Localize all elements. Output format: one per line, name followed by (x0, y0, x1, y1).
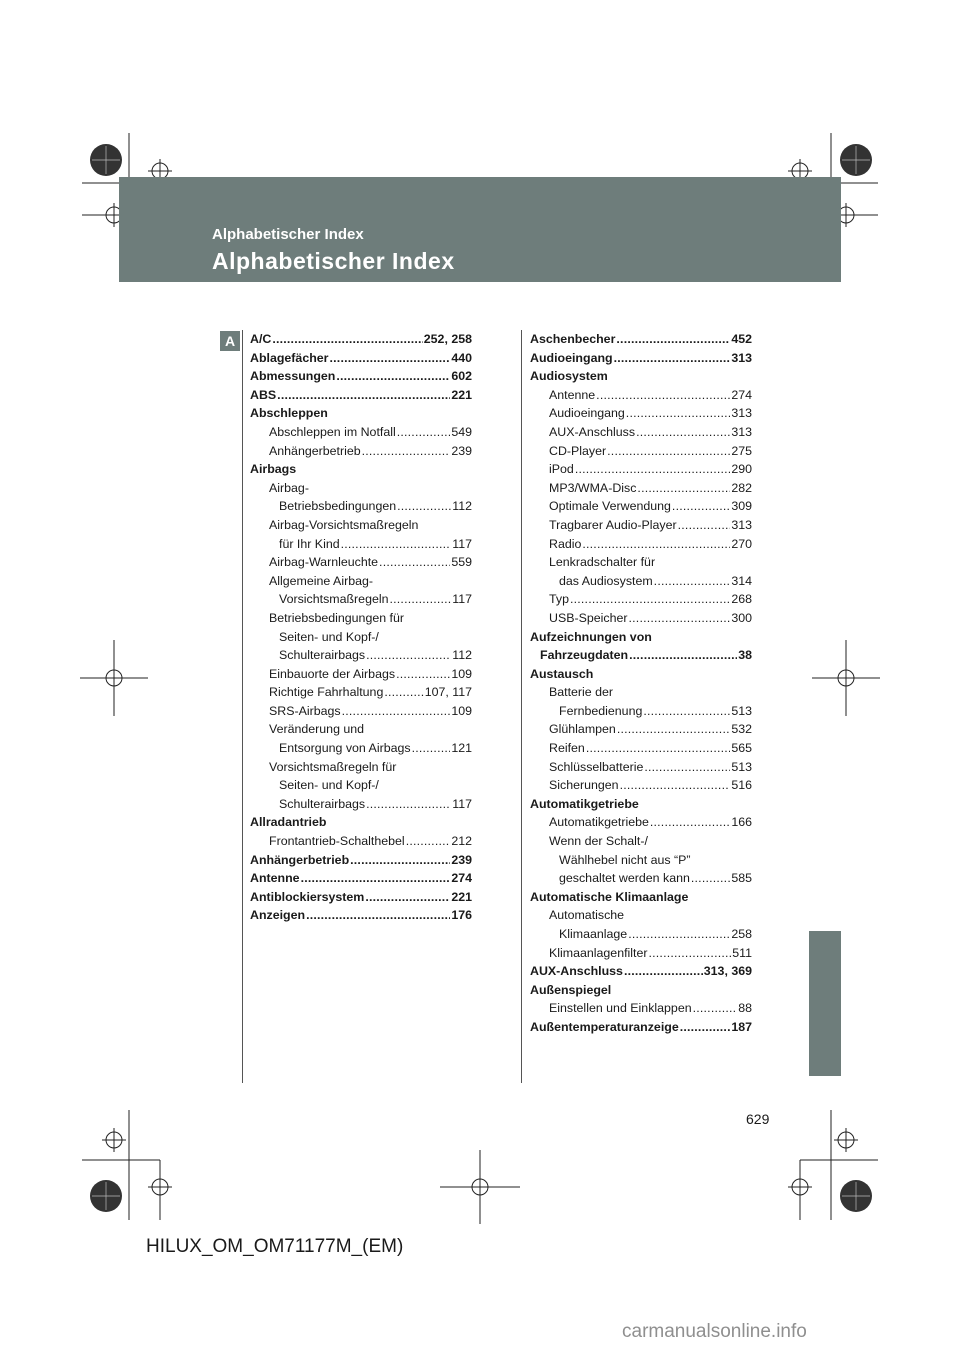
index-entry-page: 88 (738, 1001, 752, 1016)
index-entry-text: Betriebsbedingungen (279, 499, 397, 514)
index-entry-text: Außenspiegel (530, 982, 612, 997)
index-entry-text: Airbags (250, 462, 297, 477)
index-entry-text: Klimaanlagenfilter (549, 945, 648, 960)
index-entry (530, 776, 752, 795)
index-entry-page: 274 (731, 387, 752, 402)
index-entry-page: 513 (731, 703, 752, 718)
index-entry-page: 187 (731, 1019, 752, 1034)
dot-leader (397, 497, 451, 516)
index-entry-text: Abmessungen (250, 369, 336, 384)
index-entry-page: 274 (451, 871, 472, 886)
index-entry-page: 282 (731, 480, 752, 495)
index-entry-page: 109 (451, 666, 472, 681)
index-entry (250, 516, 472, 535)
index-entry-text: Allgemeine Airbag- (269, 573, 374, 588)
index-entry-text: Anzeigen (250, 908, 306, 923)
index-entry (530, 460, 752, 479)
index-entry-text: Reifen (549, 741, 585, 756)
index-entry-page: 516 (731, 778, 752, 793)
dot-leader (643, 702, 730, 721)
index-entry-text: SRS-Airbags (269, 703, 341, 718)
index-entry-page: 239 (451, 852, 472, 867)
dot-leader (330, 349, 451, 368)
index-entry (250, 739, 472, 758)
index-entry (250, 572, 472, 591)
index-entry-page: 549 (451, 424, 472, 439)
dot-leader (582, 535, 730, 554)
dot-leader (306, 906, 450, 925)
index-entry (250, 628, 472, 647)
index-entry-text: Allradantrieb (250, 815, 327, 830)
index-column-right (530, 330, 752, 1037)
index-entry-text: Ablagefächer (250, 350, 329, 365)
index-entry-text: Vorsichtsmaßregeln (279, 592, 389, 607)
index-entry (530, 423, 752, 442)
index-entry-text: Automatische (549, 908, 625, 923)
index-entry-page: 38 (738, 648, 752, 663)
dot-leader (629, 609, 731, 628)
dot-leader (637, 479, 730, 498)
dot-leader (586, 739, 730, 758)
index-entry-text: Radio (549, 536, 582, 551)
index-entry (250, 888, 472, 907)
index-entry-text: Airbag-Vorsichtsmaßregeln (269, 517, 419, 532)
index-entry (250, 590, 472, 609)
page-title: Alphabetischer Index (212, 248, 455, 274)
registration-crosshair-icon (80, 159, 880, 1224)
index-entry-text: Wählhebel nicht aus “P” (559, 852, 691, 867)
index-entry-text: für Ihr Kind (279, 536, 340, 551)
index-entry-text: Automatische Klimaanlage (530, 889, 689, 904)
index-entry-page: 239 (451, 443, 472, 458)
index-entry-text: AUX-Anschluss (530, 964, 623, 979)
index-entry-page: 275 (731, 443, 752, 458)
dot-leader (650, 813, 730, 832)
index-entry-page: 117 (452, 536, 472, 551)
index-entry-page: 112 (452, 648, 472, 663)
index-entry-text: Abschleppen im Notfall (269, 424, 396, 439)
index-entry-text: Anhängerbetrieb (250, 852, 350, 867)
dot-leader (406, 832, 451, 851)
index-entry (250, 776, 472, 795)
index-entry (250, 683, 472, 702)
index-entry-text: Betriebsbedingungen für (269, 610, 405, 625)
dot-leader (350, 851, 450, 870)
index-entry-page: 513 (731, 759, 752, 774)
index-entry (530, 683, 752, 702)
registration-target-icon (90, 144, 872, 1212)
index-entry (530, 1018, 752, 1037)
index-entry-page: 212 (451, 834, 472, 849)
index-entry-page: 313 (731, 350, 752, 365)
column-divider-middle (521, 330, 522, 1083)
index-entry-text: Schulterairbags (279, 796, 366, 811)
index-entry (250, 386, 472, 405)
dot-leader (693, 999, 738, 1018)
index-entry-text: Klimaanlage (559, 927, 628, 941)
index-entry (530, 497, 752, 516)
column-divider-left (242, 330, 243, 1083)
index-entry-page: 107, 117 (424, 685, 472, 700)
index-entry (530, 572, 752, 591)
index-entry (530, 330, 752, 349)
index-entry (530, 535, 752, 554)
index-entry-text: Glühlampen (549, 722, 616, 737)
index-entry-page: 313 (731, 424, 752, 439)
index-entry-text: MP3/WMA-Disc (549, 480, 637, 495)
index-entry-page: 117 (452, 796, 472, 811)
index-entry (250, 367, 472, 386)
index-entry (250, 460, 472, 479)
index-entry-text: Seiten- und Kopf-/ (279, 778, 379, 793)
dot-leader (644, 758, 730, 777)
index-entry (250, 906, 472, 925)
book-stamp: HILUX_OM_OM71177M_(EM).book Page 629 Wednesday, May 16, 2012 1:28 PM (184, 167, 553, 177)
index-entry (250, 330, 472, 349)
index-entry-text: Aufzeichnungen von (530, 629, 652, 644)
index-entry-text: A/C (250, 332, 272, 346)
index-entry (530, 479, 752, 498)
index-entry (530, 962, 752, 981)
index-entry (530, 832, 752, 851)
dot-leader (680, 1018, 731, 1037)
index-entry (250, 702, 472, 721)
index-entry (250, 832, 472, 851)
index-entry-page: 313, 369 (703, 964, 752, 979)
index-entry-text: Automatikgetriebe (530, 796, 639, 811)
index-entry-page: 221 (451, 889, 472, 904)
index-entry-page: 221 (451, 387, 472, 402)
index-entry-page: 602 (451, 369, 472, 384)
dot-leader (678, 516, 731, 535)
dot-leader (390, 590, 452, 609)
index-entry-text: Fernbedienung (559, 703, 643, 718)
dot-leader (649, 944, 732, 963)
index-entry (530, 404, 752, 423)
index-entry (250, 720, 472, 739)
index-entry-text: Audioeingang (530, 350, 613, 365)
index-entry (530, 628, 752, 647)
index-entry-text: Einstellen und Einklappen (549, 1001, 692, 1016)
index-entry-text: AUX-Anschluss (549, 424, 636, 439)
index-entry-page: 252, 258 (423, 332, 472, 346)
index-entry-text: Vorsichtsmaßregeln für (269, 759, 397, 774)
index-entry-page: 268 (731, 592, 752, 607)
dot-leader (628, 925, 730, 944)
index-entry (530, 739, 752, 758)
index-entry (530, 646, 752, 665)
index-entry-text: Audiosystem (530, 369, 608, 384)
index-entry-text: Antenne (549, 387, 596, 402)
dot-leader (366, 795, 451, 814)
index-entry (530, 851, 752, 870)
index-entry-text: geschaltet werden kann (559, 871, 690, 886)
index-entry-text: Austausch (530, 666, 594, 681)
index-entry-text: Typ (549, 592, 569, 607)
index-entry (250, 646, 472, 665)
index-entry-page: 565 (731, 741, 752, 756)
index-entry-page: 585 (731, 871, 752, 886)
index-entry-text: Schlüsselbatterie (549, 759, 644, 774)
index-entry (530, 981, 752, 1000)
dot-leader (365, 888, 450, 907)
dot-leader (396, 665, 450, 684)
dot-leader (277, 386, 450, 405)
index-entry-page: 270 (731, 536, 752, 551)
index-entry (530, 609, 752, 628)
index-entry (530, 906, 752, 925)
index-entry (530, 516, 752, 535)
index-entry-text: Abschleppen (250, 406, 328, 421)
index-entry-text: Sicherungen (549, 778, 619, 793)
index-entry-text: Airbag-Warnleuchte (269, 555, 379, 570)
index-entry-text: ABS (250, 387, 277, 402)
index-entry-text: Schulterairbags (279, 648, 366, 663)
index-entry (250, 423, 472, 442)
index-entry (250, 553, 472, 572)
index-entry-text: Veränderung und (269, 722, 365, 737)
dot-leader (384, 683, 423, 702)
dot-leader (397, 423, 451, 442)
index-entry-text: Audioeingang (549, 406, 625, 421)
index-entry (530, 386, 752, 405)
dot-leader (691, 869, 730, 888)
index-entry (250, 758, 472, 777)
index-entry (530, 888, 752, 907)
index-entry-text: Optimale Verwendung (549, 499, 671, 514)
index-entry-page: 313 (731, 406, 752, 421)
dot-leader (301, 869, 451, 888)
index-entry (530, 869, 752, 888)
index-entry-text: Einbauorte der Airbags (269, 666, 396, 681)
dot-leader (620, 776, 731, 795)
index-entry (250, 869, 472, 888)
index-entry-text: Antiblockiersystem (250, 889, 365, 904)
index-entry-text: Seiten- und Kopf-/ (279, 629, 379, 644)
index-entry (530, 367, 752, 386)
index-entry-page: 309 (731, 499, 752, 514)
index-entry (530, 720, 752, 739)
index-entry (530, 813, 752, 832)
index-entry (530, 999, 752, 1018)
index-column-left (250, 330, 472, 925)
index-entry-text: Wenn der Schalt-/ (549, 834, 648, 849)
index-entry-text: Fahrzeugdaten (540, 648, 629, 663)
index-entry-text: Außentemperaturanzeige (530, 1019, 679, 1034)
dot-leader (575, 460, 731, 479)
index-entry (250, 479, 472, 498)
index-entry-text: Richtige Fahrhaltung (269, 685, 384, 700)
index-entry-text: CD-Player (549, 443, 607, 458)
index-entry-page: 258 (731, 927, 752, 941)
index-entry (250, 349, 472, 368)
index-entry (530, 944, 752, 963)
dot-leader (341, 535, 452, 554)
index-entry-text: Aschenbecher (530, 332, 616, 346)
dot-leader (636, 423, 730, 442)
index-entry (530, 758, 752, 777)
index-entry (530, 442, 752, 461)
index-entry-text: Tragbarer Audio-Player (549, 517, 677, 532)
index-entry (530, 702, 752, 721)
index-entry-page: 440 (451, 350, 472, 365)
section-letter: A (220, 331, 240, 351)
index-entry-page: 511 (732, 945, 752, 960)
side-thumb-tab (809, 931, 841, 1076)
index-entry (250, 795, 472, 814)
index-entry (250, 665, 472, 684)
index-entry-text: Automatikgetriebe (549, 815, 649, 830)
watermark: carmanualsonline.info (622, 1321, 807, 1342)
dot-leader (614, 349, 731, 368)
dot-leader (616, 330, 730, 349)
index-entry (250, 813, 472, 832)
index-entry-text: Frontantrieb-Schalthebel (269, 834, 405, 849)
index-entry-page: 559 (451, 555, 472, 570)
dot-leader (626, 404, 731, 423)
index-entry (250, 609, 472, 628)
index-entry-text: Anhängerbetrieb (269, 443, 361, 458)
index-entry (530, 795, 752, 814)
index-entry (530, 665, 752, 684)
index-entry-page: 112 (452, 499, 472, 514)
dot-leader (617, 720, 731, 739)
index-entry-text: Airbag- (269, 480, 309, 495)
index-entry-page: 300 (731, 610, 752, 625)
dot-leader (624, 962, 703, 981)
dot-leader (342, 702, 451, 721)
index-entry-text: Entsorgung von Airbags (279, 741, 411, 756)
dot-leader (272, 330, 422, 349)
dot-leader (607, 442, 730, 461)
index-entry (250, 442, 472, 461)
dot-leader (654, 572, 731, 591)
index-entry-text: Lenkradschalter für (549, 555, 656, 570)
header-subtitle: Alphabetischer Index (212, 226, 364, 243)
index-entry (530, 590, 752, 609)
dot-leader (629, 646, 737, 665)
dot-leader (362, 442, 451, 461)
index-entry-page: 313 (731, 517, 752, 532)
index-entry-page: 532 (731, 722, 752, 737)
dot-leader (379, 553, 450, 572)
dot-leader (336, 367, 450, 386)
index-entry-page: 314 (731, 573, 752, 588)
index-entry-text: das Audiosystem (559, 573, 653, 588)
index-entry-page: 176 (451, 908, 472, 923)
index-entry-text: Batterie der (549, 685, 614, 700)
dot-leader (412, 739, 451, 758)
index-entry (530, 553, 752, 572)
index-entry (250, 851, 472, 870)
index-entry (250, 535, 472, 554)
index-entry (530, 349, 752, 368)
index-entry-page: 452 (731, 332, 752, 346)
index-entry-text: iPod (549, 462, 574, 477)
dot-leader (672, 497, 730, 516)
index-entry-page: 117 (452, 592, 472, 607)
index-entry (250, 404, 472, 423)
page-number: 629 (746, 1111, 770, 1127)
index-entry (250, 497, 472, 516)
index-entry-page: 290 (731, 462, 752, 477)
index-entry (530, 925, 752, 944)
index-entry-page: 121 (451, 741, 472, 756)
dot-leader (366, 646, 451, 665)
document-code: HILUX_OM_OM71177M_(EM) (146, 1236, 404, 1257)
index-entry-text: USB-Speicher (549, 610, 628, 625)
dot-leader (596, 386, 730, 405)
index-entry-page: 166 (731, 815, 752, 830)
dot-leader (570, 590, 730, 609)
index-entry-text: Antenne (250, 871, 300, 886)
index-entry-page: 109 (451, 703, 472, 718)
